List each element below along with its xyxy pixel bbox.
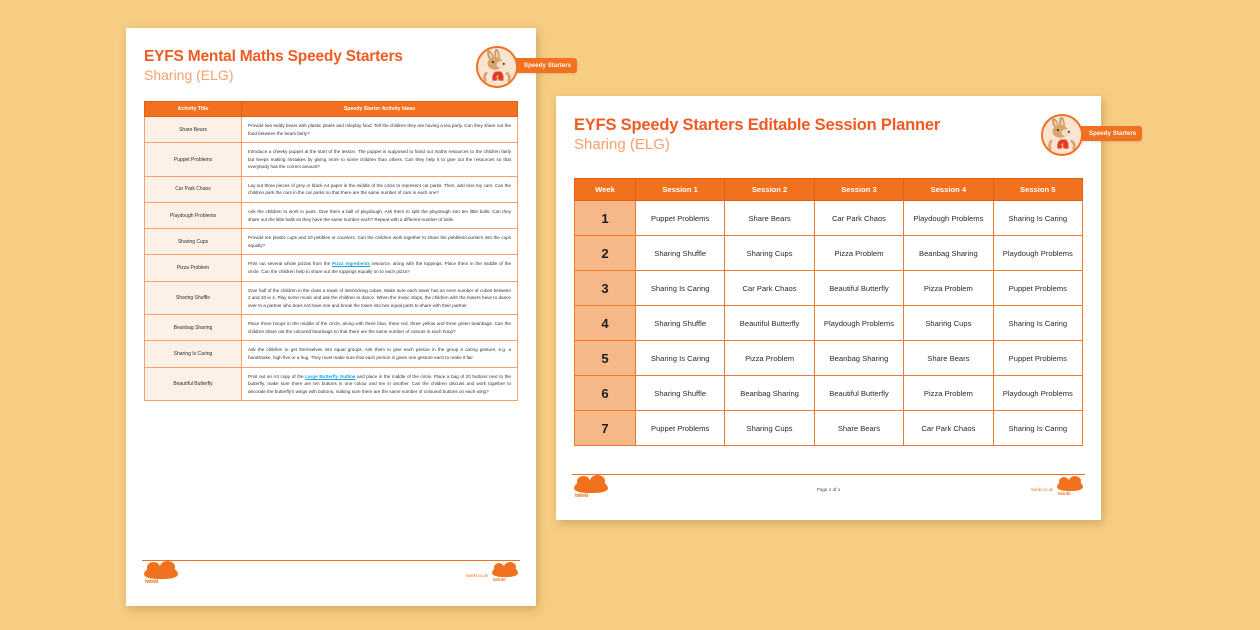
activity-title-cell: Share Bears [145,117,242,143]
session-cell[interactable]: Playdough Problems [904,201,993,236]
session-cell[interactable]: Puppet Problems [993,271,1082,306]
hare-mascot-svg [478,48,516,86]
activity-title-cell: Sharing Is Caring [145,341,242,367]
description-text: Print out an A3 copy of the [247,373,306,379]
session-cell[interactable]: Car Park Chaos [814,201,903,236]
week-number-cell: 1 [575,201,636,236]
activity-description-cell [241,117,517,143]
col-session-5: Session 5 [993,179,1082,201]
planner-titles [574,114,940,153]
table-row [145,315,518,341]
activity-description-cell [241,255,517,281]
table-row [575,306,1083,341]
activity-description-cell [241,176,517,202]
twinkl-cloud-icon [144,566,178,579]
col-session-1: Session 1 [635,179,724,201]
week-number-cell: 6 [575,376,636,411]
table-row [145,255,518,281]
activity-title-cell: Beautiful Butterfly [145,367,242,401]
table-row [145,341,518,367]
session-cell[interactable]: Sharing Is Caring [635,341,724,376]
table-row [575,341,1083,376]
description-text: Lay out three pieces of grey or black A4 paper in the middle of the circle to represent car parks. Then, add nine toy cars. Can the children park the cars in the car parks so that there are the same number of cars in each one? [247,182,511,196]
activities-document[interactable] [126,28,572,606]
activity-description-cell [241,341,517,367]
activity-title-cell: Pizza Problem [145,255,242,281]
table-row [145,176,518,202]
twinkl-wordmark: twinkl [1058,491,1071,496]
session-cell[interactable]: Sharing Shuffle [635,376,724,411]
session-cell[interactable]: Beanbag Sharing [814,341,903,376]
session-cell[interactable]: Playdough Problems [814,306,903,341]
activities-footer [142,560,520,606]
activity-title-cell: Beanbag Sharing [145,315,242,341]
svg-text:1: 1 [495,73,500,83]
activity-description-cell [241,367,517,401]
week-number-cell: 3 [575,271,636,306]
table-row [145,143,518,177]
col-session-2: Session 2 [725,179,814,201]
session-cell[interactable]: Share Bears [904,341,993,376]
description-text: Introduce a cheeky puppet at the start of the lesson. The puppet is supposed to hand out maths resources to the children fairly but keeps making mistakes by giving more to some children than others. Can they help it to give out the resources so that everybody has the correct amount? [247,149,511,170]
session-cell[interactable]: Sharing Cups [904,306,993,341]
session-cell[interactable]: Sharing Is Caring [993,201,1082,236]
planner-footer-url[interactable]: twinkl.co.uk [1031,487,1053,492]
session-cell[interactable]: Playdough Problems [993,376,1082,411]
description-text-after: resource, along with the toppings. Place them in the middle of the circle. Can the children help to share out the toppings equally on to each pizza? [247,261,511,274]
description-text: Place three hoops in the middle of the circle, along with three blue, three red, three yellow and three green beanbags. Can the children share out the coloured beanbags so that there are the same number of colours in each hoop? [247,321,511,334]
activity-title-cell: Sharing Shuffle [145,281,242,315]
session-cell[interactable]: Pizza Problem [904,376,993,411]
session-cell[interactable]: Beanbag Sharing [904,236,993,271]
footer-right-group [466,566,518,588]
col-activity-title: Activity Title [145,102,242,117]
planner-table-body [575,201,1083,446]
session-cell[interactable]: Pizza Problem [814,236,903,271]
activities-table [144,101,518,401]
session-cell[interactable]: Beautiful Butterfly [725,306,814,341]
description-text: Print out several whole pizzas from the [247,261,332,267]
activities-footer-url[interactable]: twinkl.co.uk [466,573,488,578]
session-cell[interactable]: Sharing Shuffle [635,236,724,271]
speedy-starters-badge-label: Speedy Starters [502,58,577,73]
planner-document[interactable] [556,96,1137,520]
session-cell[interactable]: Beanbag Sharing [725,376,814,411]
activities-document-header [144,46,572,88]
activity-title-cell: Puppet Problems [145,143,242,177]
twinkl-cloud-icon [492,566,518,577]
planner-page-title: EYFS Speedy Starters Editable Session Planner [574,116,941,134]
activity-description-cell [241,203,517,229]
activity-title-cell: Car Park Chaos [145,176,242,202]
activities-table-body [145,117,518,401]
activities-titles [144,46,403,83]
speedy-starters-badge [476,46,572,88]
session-cell[interactable]: Sharing Is Caring [993,306,1082,341]
activity-description-cell [241,281,517,315]
session-cell[interactable]: Pizza Problem [725,341,814,376]
twinkl-logo-footer-left [144,566,178,590]
col-activity-ideas: Speedy Starter Activity Ideas [241,102,517,117]
resource-link[interactable]: Pizza Ingredients [332,261,371,267]
table-row [145,229,518,255]
session-cell[interactable]: Pizza Problem [904,271,993,306]
col-session-3: Session 3 [814,179,903,201]
session-cell[interactable]: Sharing Cups [725,236,814,271]
twinkl-logo-footer-right [492,566,518,588]
twinkl-wordmark: twinkl [145,579,158,585]
activity-description-cell [241,229,517,255]
session-cell[interactable]: Sharing Is Caring [635,271,724,306]
activity-title-cell: Sharing Cups [145,229,242,255]
activities-page-subtitle: Sharing (ELG) [144,67,234,83]
session-cell[interactable]: Sharing Cups [725,411,814,446]
speedy-starters-badge-label: Speedy Starters [1067,126,1142,141]
session-cell[interactable]: Playdough Problems [993,236,1082,271]
description-text-after: and place in the middle of the circle. Place a bag of 20 buttons next to the butterfly, make sure there are ten buttons in one colour and ten in another. Can the children discuss and work together to decorate the butterfly's wings with buttons, making sure there are the same number of coloured buttons on each wing? [247,373,511,394]
planner-page-number: Page 1 of 1 [816,487,841,492]
table-row [575,201,1083,236]
session-cell[interactable]: Sharing Is Caring [993,411,1082,446]
activity-description-cell [241,143,517,177]
activity-title-cell: Playdough Problems [145,203,242,229]
twinkl-wordmark: twinkl [493,577,506,582]
session-cell[interactable]: Share Bears [725,201,814,236]
speedy-starters-badge [1041,114,1137,156]
planner-table-header-row [575,179,1083,201]
session-cell[interactable]: Puppet Problems [993,341,1082,376]
planner-footer [572,474,1085,520]
description-text: Give half of the children in the class a tower of interlocking cubes. Make sure each tower has an even number of cubes between 2 and 20 ie 4. Play some music and ask the children to dance. When the music stops, the children with the towers have to dance over to a partner who does not have one and break the tower into two equal parts to share with their partner. [247,287,511,308]
description-text: Provide ten plastic cups and 20 pebbles or counters. Can the children work together to share the pebbles/counters into the cups equally? [247,235,511,248]
hare-mascot-icon [1041,114,1083,156]
footer-right-group [1031,480,1083,502]
planner-page-subtitle: Sharing (ELG) [574,136,670,153]
activities-table-header-row [145,102,518,117]
activity-description-cell [241,315,517,341]
description-text: Provide two teddy bears with plastic plates and roleplay food. Tell the children they are having a tea party. Can they share out the food between the bears fairly? [247,123,511,136]
table-row [575,376,1083,411]
twinkl-wordmark: twinkl [575,493,588,499]
session-cell[interactable]: Beautiful Butterfly [814,376,903,411]
description-text: Ask the children to get themselves into equal groups. Ask them to give each person in the group a caring gesture, e.g. a handshake, high five or a hug. They must make sure that each person is given one gesture each to make it fair. [247,347,511,360]
twinkl-cloud-icon [1057,480,1083,491]
svg-text:1: 1 [1060,141,1065,151]
session-cell[interactable]: Car Park Chaos [904,411,993,446]
col-week: Week [575,179,636,201]
hare-mascot-icon [476,46,518,88]
planner-table [574,178,1083,446]
session-cell[interactable]: Beautiful Butterfly [814,271,903,306]
table-row [145,203,518,229]
session-cell[interactable]: Car Park Chaos [725,271,814,306]
planner-document-header [574,114,1137,156]
description-text: Ask the children to work in pairs. Give them a ball of playdough. Ask them to split the playdough into ten little balls. Can they share out the little balls so they have the same number each? Repeat with a different number of balls. [247,209,511,222]
table-row [145,117,518,143]
table-row [575,236,1083,271]
activities-page-title: EYFS Mental Maths Speedy Starters [144,48,403,65]
resource-link[interactable]: Large Butterfly Outline [305,373,356,379]
week-number-cell: 2 [575,236,636,271]
week-number-cell: 7 [575,411,636,446]
week-number-cell: 5 [575,341,636,376]
hare-mascot-svg [1043,116,1081,154]
table-row [145,281,518,315]
table-row [575,411,1083,446]
col-session-4: Session 4 [904,179,993,201]
table-row [575,271,1083,306]
session-cell[interactable]: Puppet Problems [635,201,724,236]
session-cell[interactable]: Puppet Problems [635,411,724,446]
twinkl-logo-footer-right [1057,480,1083,502]
twinkl-logo-footer-left [574,480,608,504]
table-row [145,367,518,401]
session-cell[interactable]: Sharing Shuffle [635,306,724,341]
week-number-cell: 4 [575,306,636,341]
session-cell[interactable]: Share Bears [814,411,903,446]
